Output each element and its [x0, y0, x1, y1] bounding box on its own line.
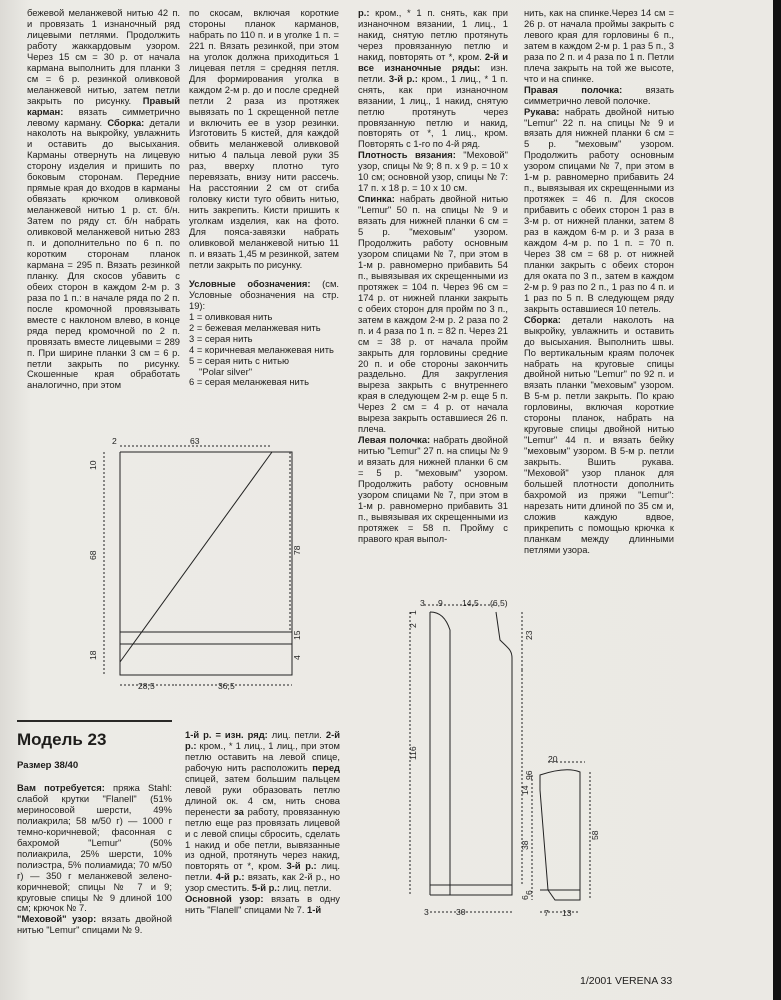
dim-label: 6	[520, 895, 530, 900]
dim-label: 18	[88, 650, 98, 660]
dim-label: 30	[456, 907, 466, 917]
dim-label: 13	[562, 908, 572, 918]
dim-label: 14,5	[462, 598, 479, 608]
dim-label: 38	[520, 840, 530, 850]
dim-label: 7	[544, 908, 549, 918]
materials-text: Вам потребуется: пряжа Stahl: слабой крутки "Flanell" (51% мериносовой шерсти, 49% полиакрила; 58 м/50 г) — 1000 г темно-коричневой; фасонная с бахромой "Lemur" (50% полиакрила, 25% шерсти, 10% полиэстра, 5% полиамида; 70 м/50 г) — 350 г меланжевой зелено-коричневой; спицы № 7 и 9; круговые спицы № 9 длиной 100 см; крючок № 7. "Меховой" узор: вязать двойной нитью "Lemur" спицами № 9.	[17, 782, 172, 936]
page-edge-shadow	[773, 0, 781, 1000]
dim-label: 63	[190, 436, 200, 446]
text-column-4: нить, как на спинке.Через 14 см = 26 р. от начала проймы закрыть с левого края для горловины 6 п., затем в каждом 2-м р. 1 раз 5 п., 3 раза по 2 п. и 4 раза по 1 п. Петли плеча закрыть на той же высоте, что и на спинке. Правая полочка: вязать симметрично левой полочке. Рукава: набрать двойной нитью "Lemur" 22 п. на спицы № 9 и вязать для нижней планки 6 см = 5 р. "меховым" узором. Продолжить работу основным узором спицами № 7, при этом в 1-м р. равномерно прибавить 24 п., вывязывая их скрещенными из протяжек = 46 п. Для скосов прибавить с обеих сторон 1 раз в 3-м р. от нижней планки, затем 8 раз в каждом 6-м р. и 3 раза в каждом 4-м р. по 1 п. = 70 п. Через 38 см = 68 р. от нижней планки закрыть с обеих сторон для оката по 3 п., затем в каждом 2-м р. 9 раз по 2 п., 1 раз по 4 п. и 1 раз по 5 п. В следующем ряду закрыть оставшиеся 10 петель. Сборка: детали наколоть на выкройку, увлажнить и оставить до высыхания. Выполнить швы. По вертикальным краям полочек набрать на круговые спицы двойной нитью "Lemur" по 92 п. и вязать планки "меховым" узором. В 5-м р. петли закрыть. По краю горловины, включая короткие стороны планок, набрать на круговые спицы двойной нитью "Lemur" 44 п. и вязать бейку "меховым" узором. В 5-м р. петли закрыть. Вшить рукава. "Меховой" узор планок для большей плотности дополнить бахромой из пряжи "Lemur": нарезать нити длиной по 35 см и, сложив каждую вдвое, прикрепить с помощью крючка к планкам между длинными петлями узора.	[524, 7, 675, 555]
dim-label: 20	[548, 754, 558, 764]
dim-label: 6	[524, 890, 534, 895]
dim-label: 116	[408, 746, 418, 760]
legend-item: 4 = коричневая меланжевая нить	[189, 343, 334, 355]
dim-label: 1	[408, 610, 418, 615]
legend-item: 5 = серая нить с нитью	[189, 354, 290, 366]
dim-label: 68	[88, 550, 98, 560]
text-column-2: по скосам, включая короткие стороны планок карманов, набрать по 110 п. и в уголке 1 п. = 221 п. Вязать резинкой, при этом на уголок должна приходиться 1 лицевая петля = средняя петля. Для формирования уголка в каждом 2-м р. до и после средней петли 2 раза из протяжек вывязать по 1 скрещенной петле и включить ее в узор резинки. Изготовить 5 кистей, для каждой обвить меланжевой оливковой нитью 4 пальца левой руки 35 раз, вверху плотно туго перевязать, внизу нити рассечь. На расстоянии 2 см от сгиба головку кисти туго обвить нитью, нить закрепить. Кисти пришить к уголкам изделия, как на фото. Для пояса-завязки набрать оливковой меланжевой нитью 11 п. и вязать 1,45 м резинкой, затем петли закрыть по рисунку. Условные обозначения: (см. Условные обозначения на стр. 19): 1 = оливковая нить 2 = бежевая меланжевая нить 3 = серая нить 4 = коричневая меланжевая нить 5 = серая нить с нитью "Polar silver" 6 = серая меланжевая нить	[189, 7, 339, 388]
dim-label: 2	[112, 436, 117, 446]
dim-label: 14	[520, 785, 530, 795]
pattern-diagram-sleeve	[532, 762, 590, 912]
legend-item: 1 = оливковая нить	[189, 310, 273, 322]
dim-label: 3	[424, 907, 429, 917]
pattern-instructions-text: 1-й р. = изн. ряд: лиц. петли. 2-й р.: кром., * 1 лиц., 1 лиц., при этом петлю оставить на левой спице, рабочую нить расположить перед спицей, затем большим пальцем левой руки образовать петлю длиной ок. 4 см, нить снова перенести за работу, провязанную петлю еще раз провязать лицевой и с левой спицы сбросить, сделать 1 накид и обе петли, вывязанные из одной, протянуть через накид, повторять от *, кром. 3-й р.: лиц. петли. 4-й р.: вязать, как 2-й р., но узор сместить. 5-й р.: лиц. петли. Основной узор: вязать в одну нить "Flanell" спицами № 7. 1-й	[185, 729, 341, 916]
pattern-diagram-body	[410, 605, 522, 912]
pattern-diagram-vest	[104, 446, 292, 685]
dim-label: 15	[292, 630, 302, 640]
text-column-3: р.: кром., * 1 п. снять, как при изнаночном вязании, 1 лиц., 1 накид, снятую петлю протянуть через провязанную петлю и накид, повторять от *, кром. 2-й и все изнаночные ряды: изн. петли. 3-й р.: кром., 1 лиц., * 1 п. снять, как при изнаночном вязании, 1 лиц., 1 накид, снятую петлю протянуть через провязанную петлю и накид, повторять от *, 1 лиц., кром. Повторять с 1-го по 4-й ряд. Плотность вязания: "Меховой" узор, спицы № 9; 8 п. х 9 р. = 10 х 10 см; основной узор, спицы № 7: 17 п. х 18 р. = 10 х 10 см. Спинка: набрать двойной нитью "Lemur" 50 п. на спицы № 9 и вязать для нижней планки 6 см = 5 р. "меховым" узором. Продолжить работу основным узором спицами № 7, при этом в 1-м р. равномерно прибавить 54 п., вывязывая их скрещенными из протяжек = 104 п. Через 96 см = 174 р. от нижней планки закрыть с обеих сторон для пройм по 3 п., затем в каждом 2-м р. 2 раза по 2 п. и 4 раза по 1 п. = 82 п. Через 21 см = 38 р. от начала пройм закрыть для горловины средние 20 п. и обе стороны закончить раздельно. Для закругления выреза закрыть с внутреннего края в следующем 2-м р. еще 5 п. Через 2 см = 4 р. от начала выреза закрыть оставшиеся 26 п. плеча. Левая полочка: набрать двойной нитью "Lemur" 27 п. на спицы № 9 и вязать для нижней планки 6 см = 5 р. "меховым" узором. Продолжить работу основным узором спицами № 7, при этом в 1-м р. равномерно прибавить 31 п., вывязывая их скрещенными из протяжек = 58 п. Пройму с правого края выпол-	[358, 7, 509, 544]
dim-label: 9	[438, 598, 443, 608]
legend-item: 6 = серая меланжевая нить	[189, 376, 309, 388]
dim-label: 4	[292, 655, 302, 660]
text-column-1: бежевой меланжевой нитью 42 п. и провязать 1 изнаночный ряд лицевыми петлями. Продолжить работу жаккардовым узором. Через 15 см = 30 р. от начала кармана выполнить для планки 3 см = 6 р. резинкой оливковой меланжевой нитью, затем петли закрыть по рисунку. Правый карман: вязать симметрично левому карману. Сборка: детали наколоть на выкройку, увлажнить и оставить до высыхания. Карманы отвернуть на лицевую сторону изделия и пришить по боковым сторонам. Передние прямые края до входов в карманы обвязать крючком оливковой меланжевой нитью 1 р. ст. б/н. Затем по ряду ст. б/н набрать оливковой меланжевой нитью 283 п. и дополнительно по 6 п. по коротким сторонам планок кармана = 295 п. Вязать резинкой планку. Для скосов убавить с обеих сторон в каждом 2-м р. 3 раза по 1 п.: в начале ряда по 2 п. после кромочной провязывать вместе с наклоном влево, в конце ряда перед кромочной по 2 п. провязать вместе лицевыми = 289 п. При ширине планки 3 см = 6 р. петли закрыть по рисунку. Скошенные края обработать аналогично, при этом	[27, 7, 180, 391]
dim-label: (6,5)	[490, 598, 508, 608]
dim-label: 3	[420, 598, 425, 608]
dim-label: 36,5	[218, 681, 235, 691]
dim-label: 96	[524, 770, 534, 780]
legend-item: 3 = серая нить	[189, 332, 253, 344]
dim-label: 2	[408, 623, 418, 628]
dim-label: 58	[590, 830, 600, 840]
model-size: Размер 38/40	[17, 760, 79, 771]
legend-item: 2 = бежевая меланжевая нить	[189, 321, 321, 333]
dim-label: 23	[524, 630, 534, 640]
legend-item: "Polar silver"	[199, 365, 253, 377]
dim-label: 28,5	[138, 681, 155, 691]
page-footer: 1/2001 VERENA 33	[580, 975, 673, 987]
dim-label: 10	[88, 460, 98, 470]
dim-label: 78	[292, 545, 302, 555]
model-title: Модель 23	[17, 730, 107, 749]
